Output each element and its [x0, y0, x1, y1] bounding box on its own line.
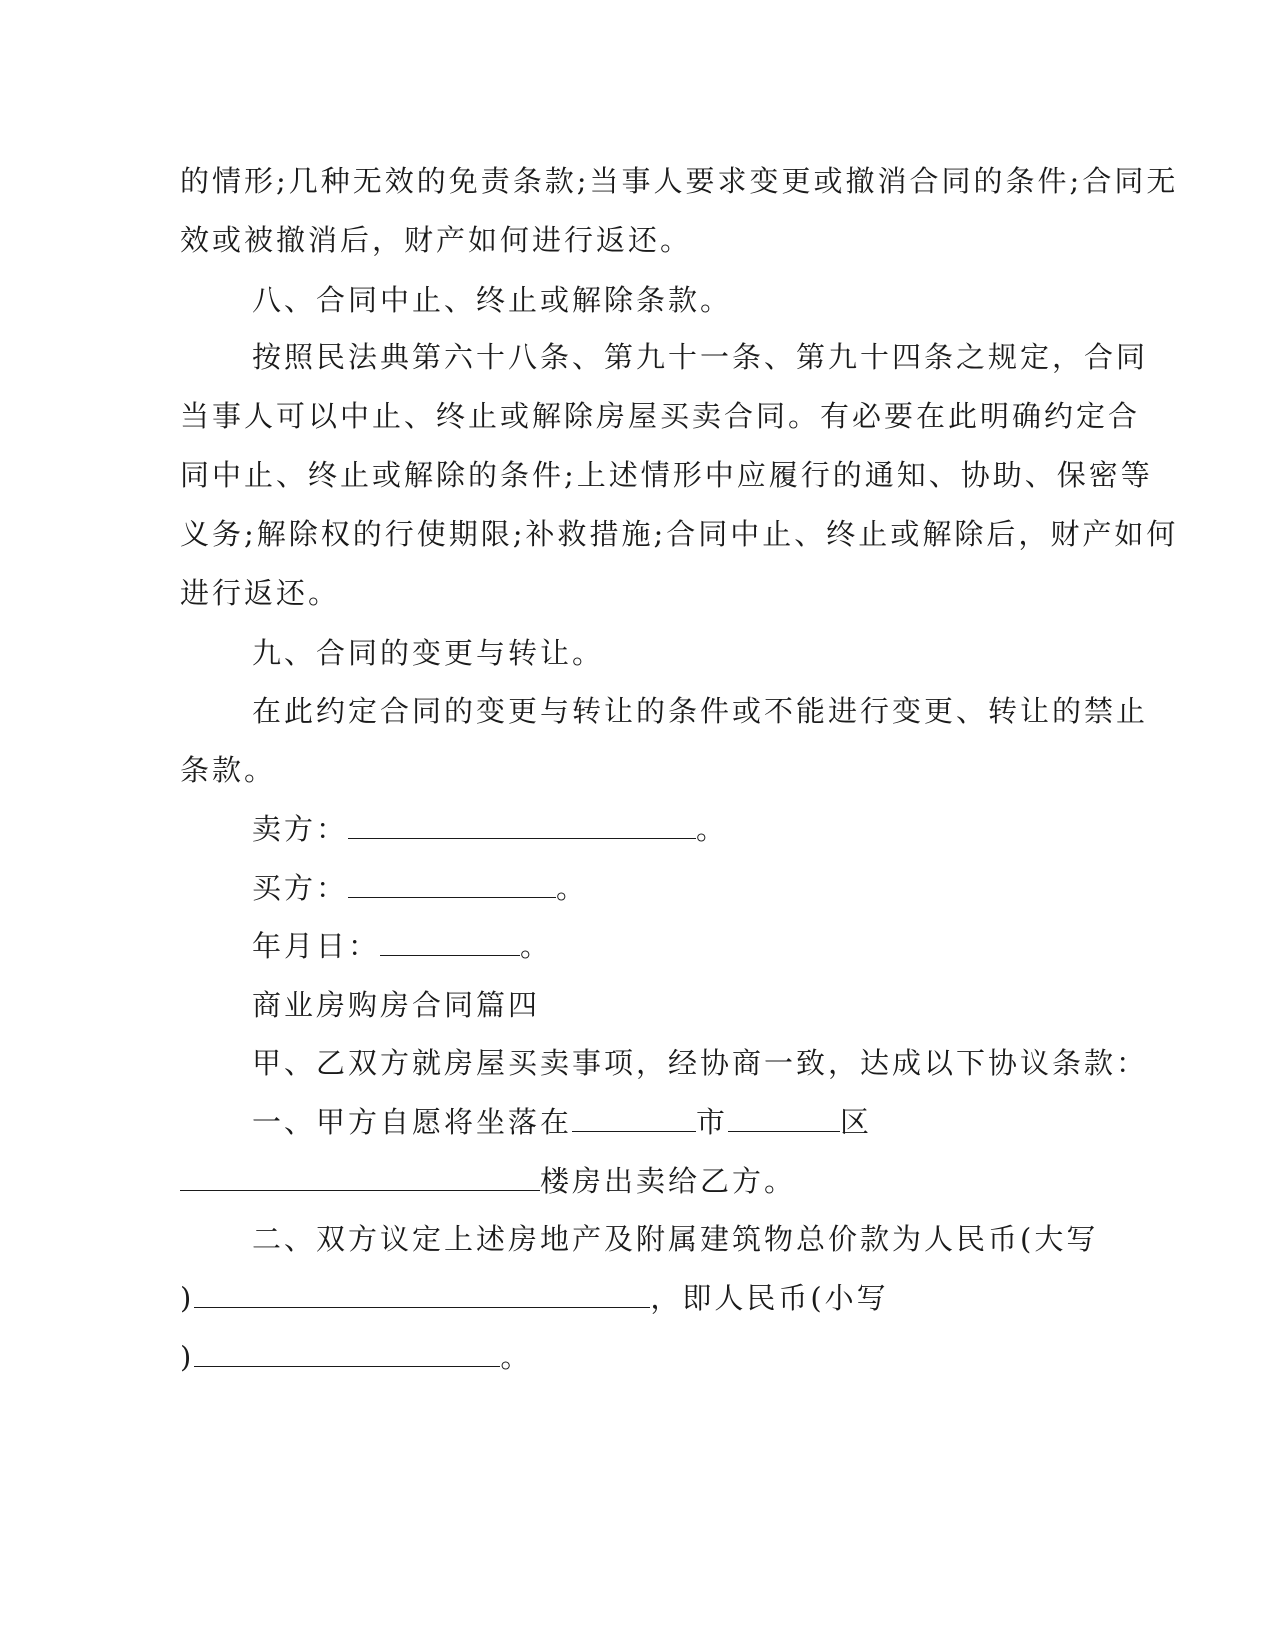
paragraph-line: 的情形;几种无效的免责条款;当事人要求变更或撤消合同的条件;合同无: [180, 164, 1179, 198]
paragraph-line: 效或被撤消后，财产如何进行返还。: [180, 223, 693, 257]
buyer-blank[interactable]: [348, 871, 556, 898]
clause-two-end: 。: [500, 1340, 533, 1374]
amount-figures-label: ，即人民币(小写: [650, 1281, 889, 1315]
paragraph-line: 在此约定合同的变更与转让的条件或不能进行变更、转让的禁止: [252, 694, 1149, 728]
clause-two-line-2: [180, 1281, 889, 1315]
date-line: [252, 929, 552, 963]
paragraph-line: 按照民法典第六十八条、第九十一条、第九十四条之规定，合同: [252, 340, 1149, 374]
clause-heading: 八、合同中止、终止或解除条款。: [252, 283, 733, 317]
building-blank[interactable]: [180, 1164, 540, 1191]
district-label: 区: [840, 1105, 873, 1139]
paragraph-line: 当事人可以中止、终止或解除房屋买卖合同。有必要在此明确约定合: [180, 399, 1141, 433]
seller-line: [252, 812, 728, 846]
paragraph-line: 条款。: [180, 753, 277, 787]
intro-line: 甲、乙双方就房屋买卖事项，经协商一致，达成以下协议条款：: [252, 1046, 1149, 1080]
date-label: 年月日：: [252, 929, 381, 963]
seller-label: 卖方：: [252, 812, 349, 846]
buyer-line: [252, 871, 588, 905]
paragraph-line: 义务;解除权的行使期限;补救措施;合同中止、终止或解除后，财产如何: [180, 517, 1179, 551]
buyer-end: 。: [556, 871, 589, 905]
clause-heading: 九、合同的变更与转让。: [252, 636, 605, 670]
district-blank[interactable]: [728, 1105, 840, 1132]
clause-one-line-2: [180, 1164, 796, 1198]
amount-figures-blank[interactable]: [194, 1340, 500, 1367]
paren-close: ): [180, 1281, 195, 1315]
city-blank[interactable]: [572, 1105, 696, 1132]
section-title: 商业房购房合同篇四: [252, 988, 541, 1022]
clause-one-text: 一、甲方自愿将坐落在: [252, 1105, 573, 1139]
clause-one-line: [252, 1105, 872, 1139]
paren-close: ): [180, 1340, 195, 1374]
amount-words-blank[interactable]: [194, 1281, 650, 1308]
date-end: 。: [520, 929, 553, 963]
date-blank[interactable]: [380, 929, 520, 956]
paragraph-line: 进行返还。: [180, 576, 341, 610]
clause-two-line-3: [180, 1340, 532, 1374]
seller-end: 。: [696, 812, 729, 846]
city-label: 市: [696, 1105, 729, 1139]
seller-blank[interactable]: [348, 812, 696, 839]
clause-two-line: 二、双方议定上述房地产及附属建筑物总价款为人民币(大写: [252, 1222, 1099, 1256]
clause-one-end: 楼房出卖给乙方。: [540, 1164, 797, 1198]
paragraph-line: 同中止、终止或解除的条件;上述情形中应履行的通知、协助、保密等: [180, 458, 1153, 492]
buyer-label: 买方：: [252, 871, 349, 905]
